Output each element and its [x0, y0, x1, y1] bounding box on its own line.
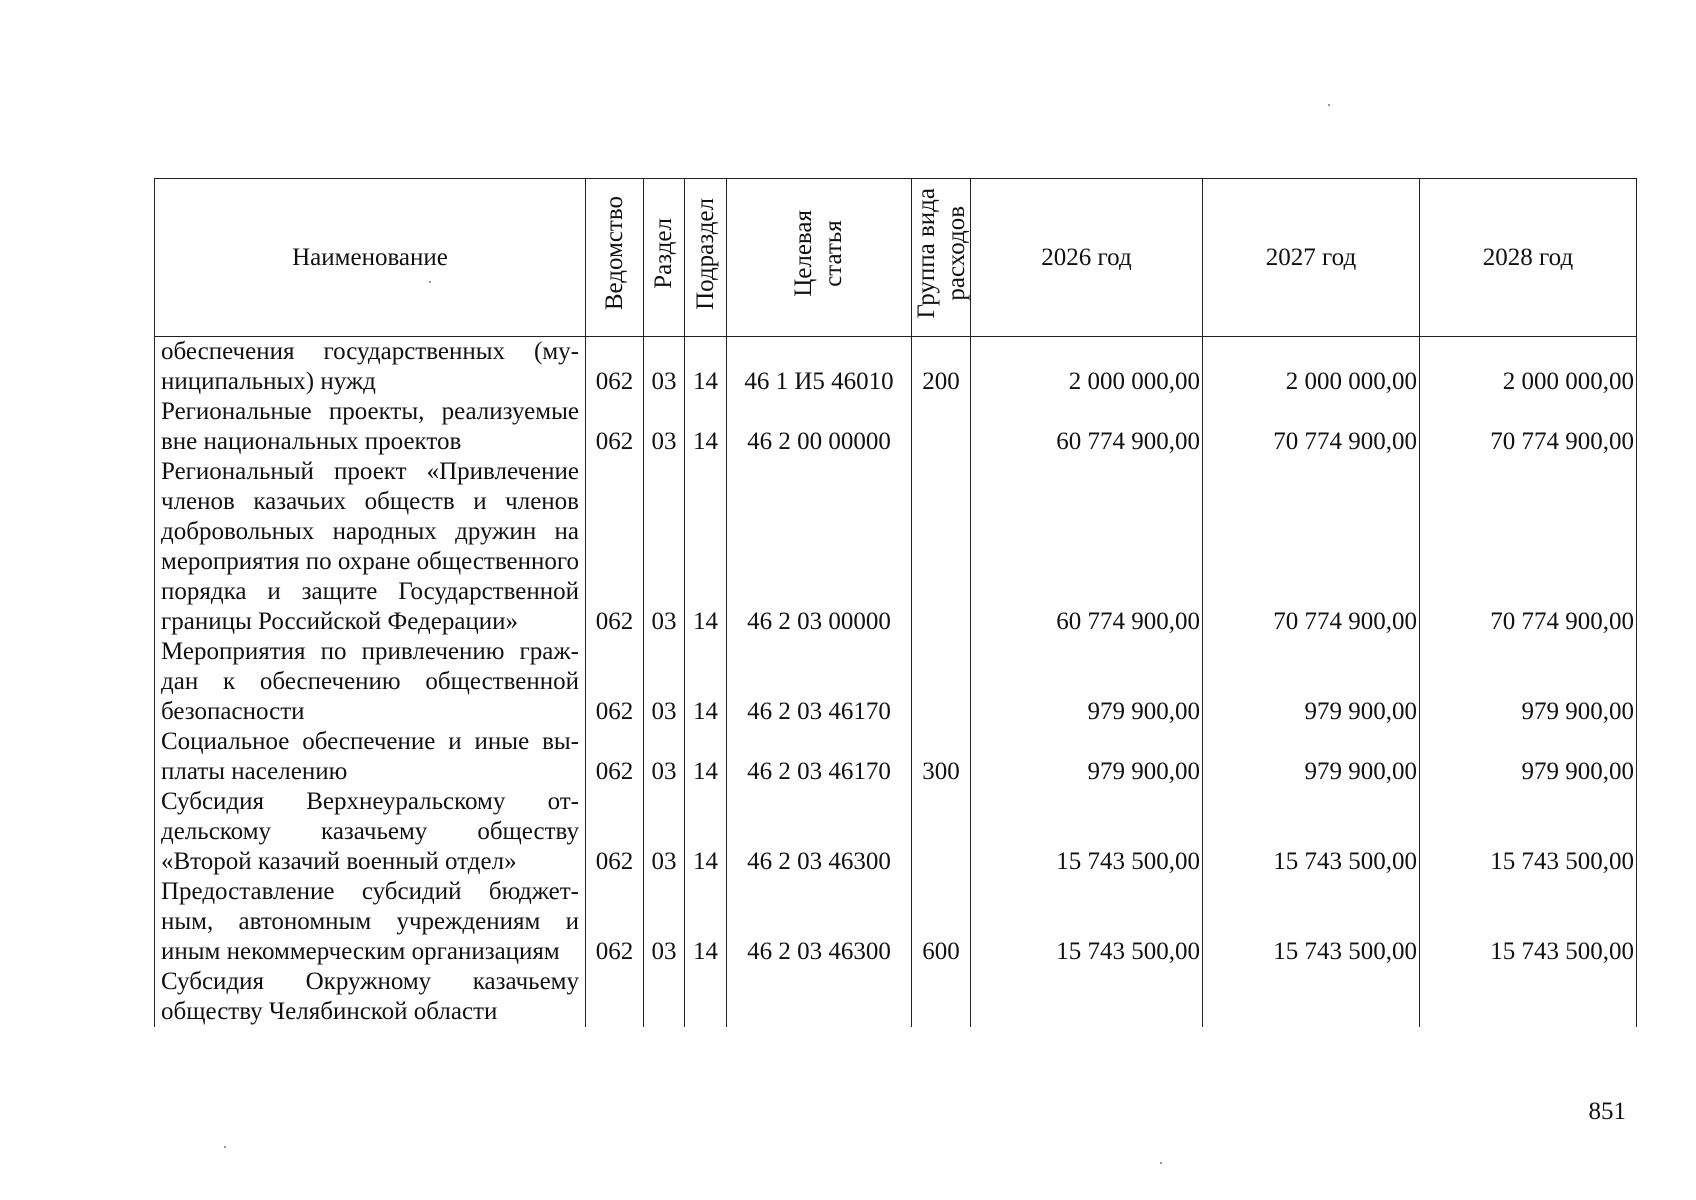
cell-section: 03 [644, 397, 685, 457]
scan-speck [1328, 104, 1330, 106]
cell-2028: 979 900,00 [1420, 637, 1637, 727]
cell-section: 03 [644, 877, 685, 967]
cell-subsection: 14 [685, 457, 727, 637]
cell-name: Мероприятия по привлечению граждан к обеспечению общественной безопасности [155, 637, 586, 727]
header-2026-label: 2026 год [1041, 243, 1132, 271]
cell-name: Субсидия Окружному казачьему обществу Челябинской области [155, 967, 586, 1027]
cell-2028: 2 000 000,00 [1420, 337, 1637, 398]
cell-name: Региональный проект «Привлечение членов казачьих обществ и членов добровольных народных дружин на мероприятия по охране общественного порядка и защите Государственной границы Российской Федерации» [155, 457, 586, 637]
cell-group: 300 [912, 727, 971, 787]
cell-target: 46 1 И5 46010 [727, 337, 912, 398]
cell-subsection: 14 [685, 397, 727, 457]
header-dept [586, 179, 644, 337]
cell-target: 46 2 03 46170 [727, 727, 912, 787]
cell-2028: 15 743 500,00 [1420, 787, 1637, 877]
cell-2028: 70 774 900,00 [1420, 397, 1637, 457]
cell-2027 [1203, 967, 1420, 1027]
cell-group: 200 [912, 337, 971, 398]
header-2028-label: 2028 год [1482, 243, 1574, 271]
header-target [727, 179, 912, 337]
cell-group [912, 457, 971, 637]
cell-target: 46 2 03 00000 [727, 457, 912, 637]
header-subsection-label: Подраздел [691, 197, 719, 310]
cell-2027: 979 900,00 [1203, 637, 1420, 727]
cell-section [644, 967, 685, 1027]
table-row [155, 787, 1637, 877]
cell-2026: 60 774 900,00 [971, 457, 1203, 637]
table-row [155, 967, 1637, 1027]
cell-name: Субсидия Верхнеуральскому отдельскому казачьему обществу «Второй казачий военный отдел» [155, 787, 586, 877]
cell-2028: 979 900,00 [1420, 727, 1637, 787]
cell-name: Социальное обеспечение и иные выплаты населению [155, 727, 586, 787]
table-body [155, 337, 1637, 1028]
cell-subsection: 14 [685, 337, 727, 398]
cell-2026: 2 000 000,00 [971, 337, 1203, 398]
cell-subsection: 14 [685, 727, 727, 787]
cell-name: Региональные проекты, реализуемые вне национальных проектов [155, 397, 586, 457]
cell-group [912, 967, 971, 1027]
cell-group [912, 397, 971, 457]
cell-dept: 062 [586, 457, 644, 637]
cell-target: 46 2 00 00000 [727, 397, 912, 457]
table-row [155, 397, 1637, 457]
header-section [644, 179, 685, 337]
cell-2028: 70 774 900,00 [1420, 457, 1637, 637]
header-2027 [1203, 179, 1420, 337]
cell-2027: 2 000 000,00 [1203, 337, 1420, 398]
cell-2027: 979 900,00 [1203, 727, 1420, 787]
cell-dept: 062 [586, 637, 644, 727]
cell-subsection: 14 [685, 877, 727, 967]
header-target-line2: статья [820, 220, 847, 287]
header-name [155, 179, 586, 337]
table-row [155, 637, 1637, 727]
header-group-line1: Группа вида [913, 188, 940, 319]
cell-section: 03 [644, 637, 685, 727]
cell-subsection [685, 967, 727, 1027]
cell-2026: 60 774 900,00 [971, 397, 1203, 457]
cell-group: 600 [912, 877, 971, 967]
cell-2026: 979 900,00 [971, 637, 1203, 727]
scan-speck [429, 281, 431, 283]
cell-dept: 062 [586, 337, 644, 398]
cell-target: 46 2 03 46300 [727, 877, 912, 967]
cell-name: Предоставление субсидий бюджетным, автономным учреждениям и иным некоммерческим организациям [155, 877, 586, 967]
cell-dept [586, 967, 644, 1027]
cell-section: 03 [644, 787, 685, 877]
cell-dept: 062 [586, 397, 644, 457]
cell-subsection: 14 [685, 787, 727, 877]
cell-2026: 15 743 500,00 [971, 877, 1203, 967]
cell-dept: 062 [586, 727, 644, 787]
scan-speck [1160, 1162, 1162, 1164]
cell-2027: 15 743 500,00 [1203, 787, 1420, 877]
header-group-label [912, 188, 972, 319]
header-2026 [971, 179, 1203, 337]
cell-2028 [1420, 967, 1637, 1027]
cell-target [727, 967, 912, 1027]
header-subsection [685, 179, 727, 337]
header-name-label: Наименование [292, 243, 448, 271]
header-dept-label: Ведомство [600, 196, 628, 311]
cell-2027: 70 774 900,00 [1203, 457, 1420, 637]
table-row [155, 877, 1637, 967]
cell-subsection: 14 [685, 637, 727, 727]
cell-name: обеспечения государственных (муниципальных) нужд [155, 337, 586, 398]
cell-2027: 15 743 500,00 [1203, 877, 1420, 967]
table-row [155, 457, 1637, 637]
cell-dept: 062 [586, 877, 644, 967]
cell-2026: 979 900,00 [971, 727, 1203, 787]
cell-group [912, 787, 971, 877]
cell-group [912, 637, 971, 727]
table-header-row [155, 179, 1637, 337]
header-section-label: Раздел [650, 218, 677, 289]
header-2028 [1420, 179, 1637, 337]
page-number: 851 [1588, 1098, 1626, 1125]
table-row [155, 337, 1637, 398]
header-target-line1: Целевая [790, 210, 817, 297]
cell-section: 03 [644, 337, 685, 398]
cell-section: 03 [644, 457, 685, 637]
header-group [912, 179, 971, 337]
header-2027-label: 2027 год [1265, 243, 1357, 271]
cell-target: 46 2 03 46170 [727, 637, 912, 727]
cell-2026: 15 743 500,00 [971, 787, 1203, 877]
cell-2026 [971, 967, 1203, 1027]
cell-2028: 15 743 500,00 [1420, 877, 1637, 967]
table-row [155, 727, 1637, 787]
header-target-label [789, 210, 849, 297]
budget-table [154, 178, 1637, 1027]
scan-speck [224, 1146, 226, 1148]
cell-target: 46 2 03 46300 [727, 787, 912, 877]
cell-2027: 70 774 900,00 [1203, 397, 1420, 457]
cell-section: 03 [644, 727, 685, 787]
cell-dept: 062 [586, 787, 644, 877]
header-group-line2: расходов [943, 206, 970, 301]
